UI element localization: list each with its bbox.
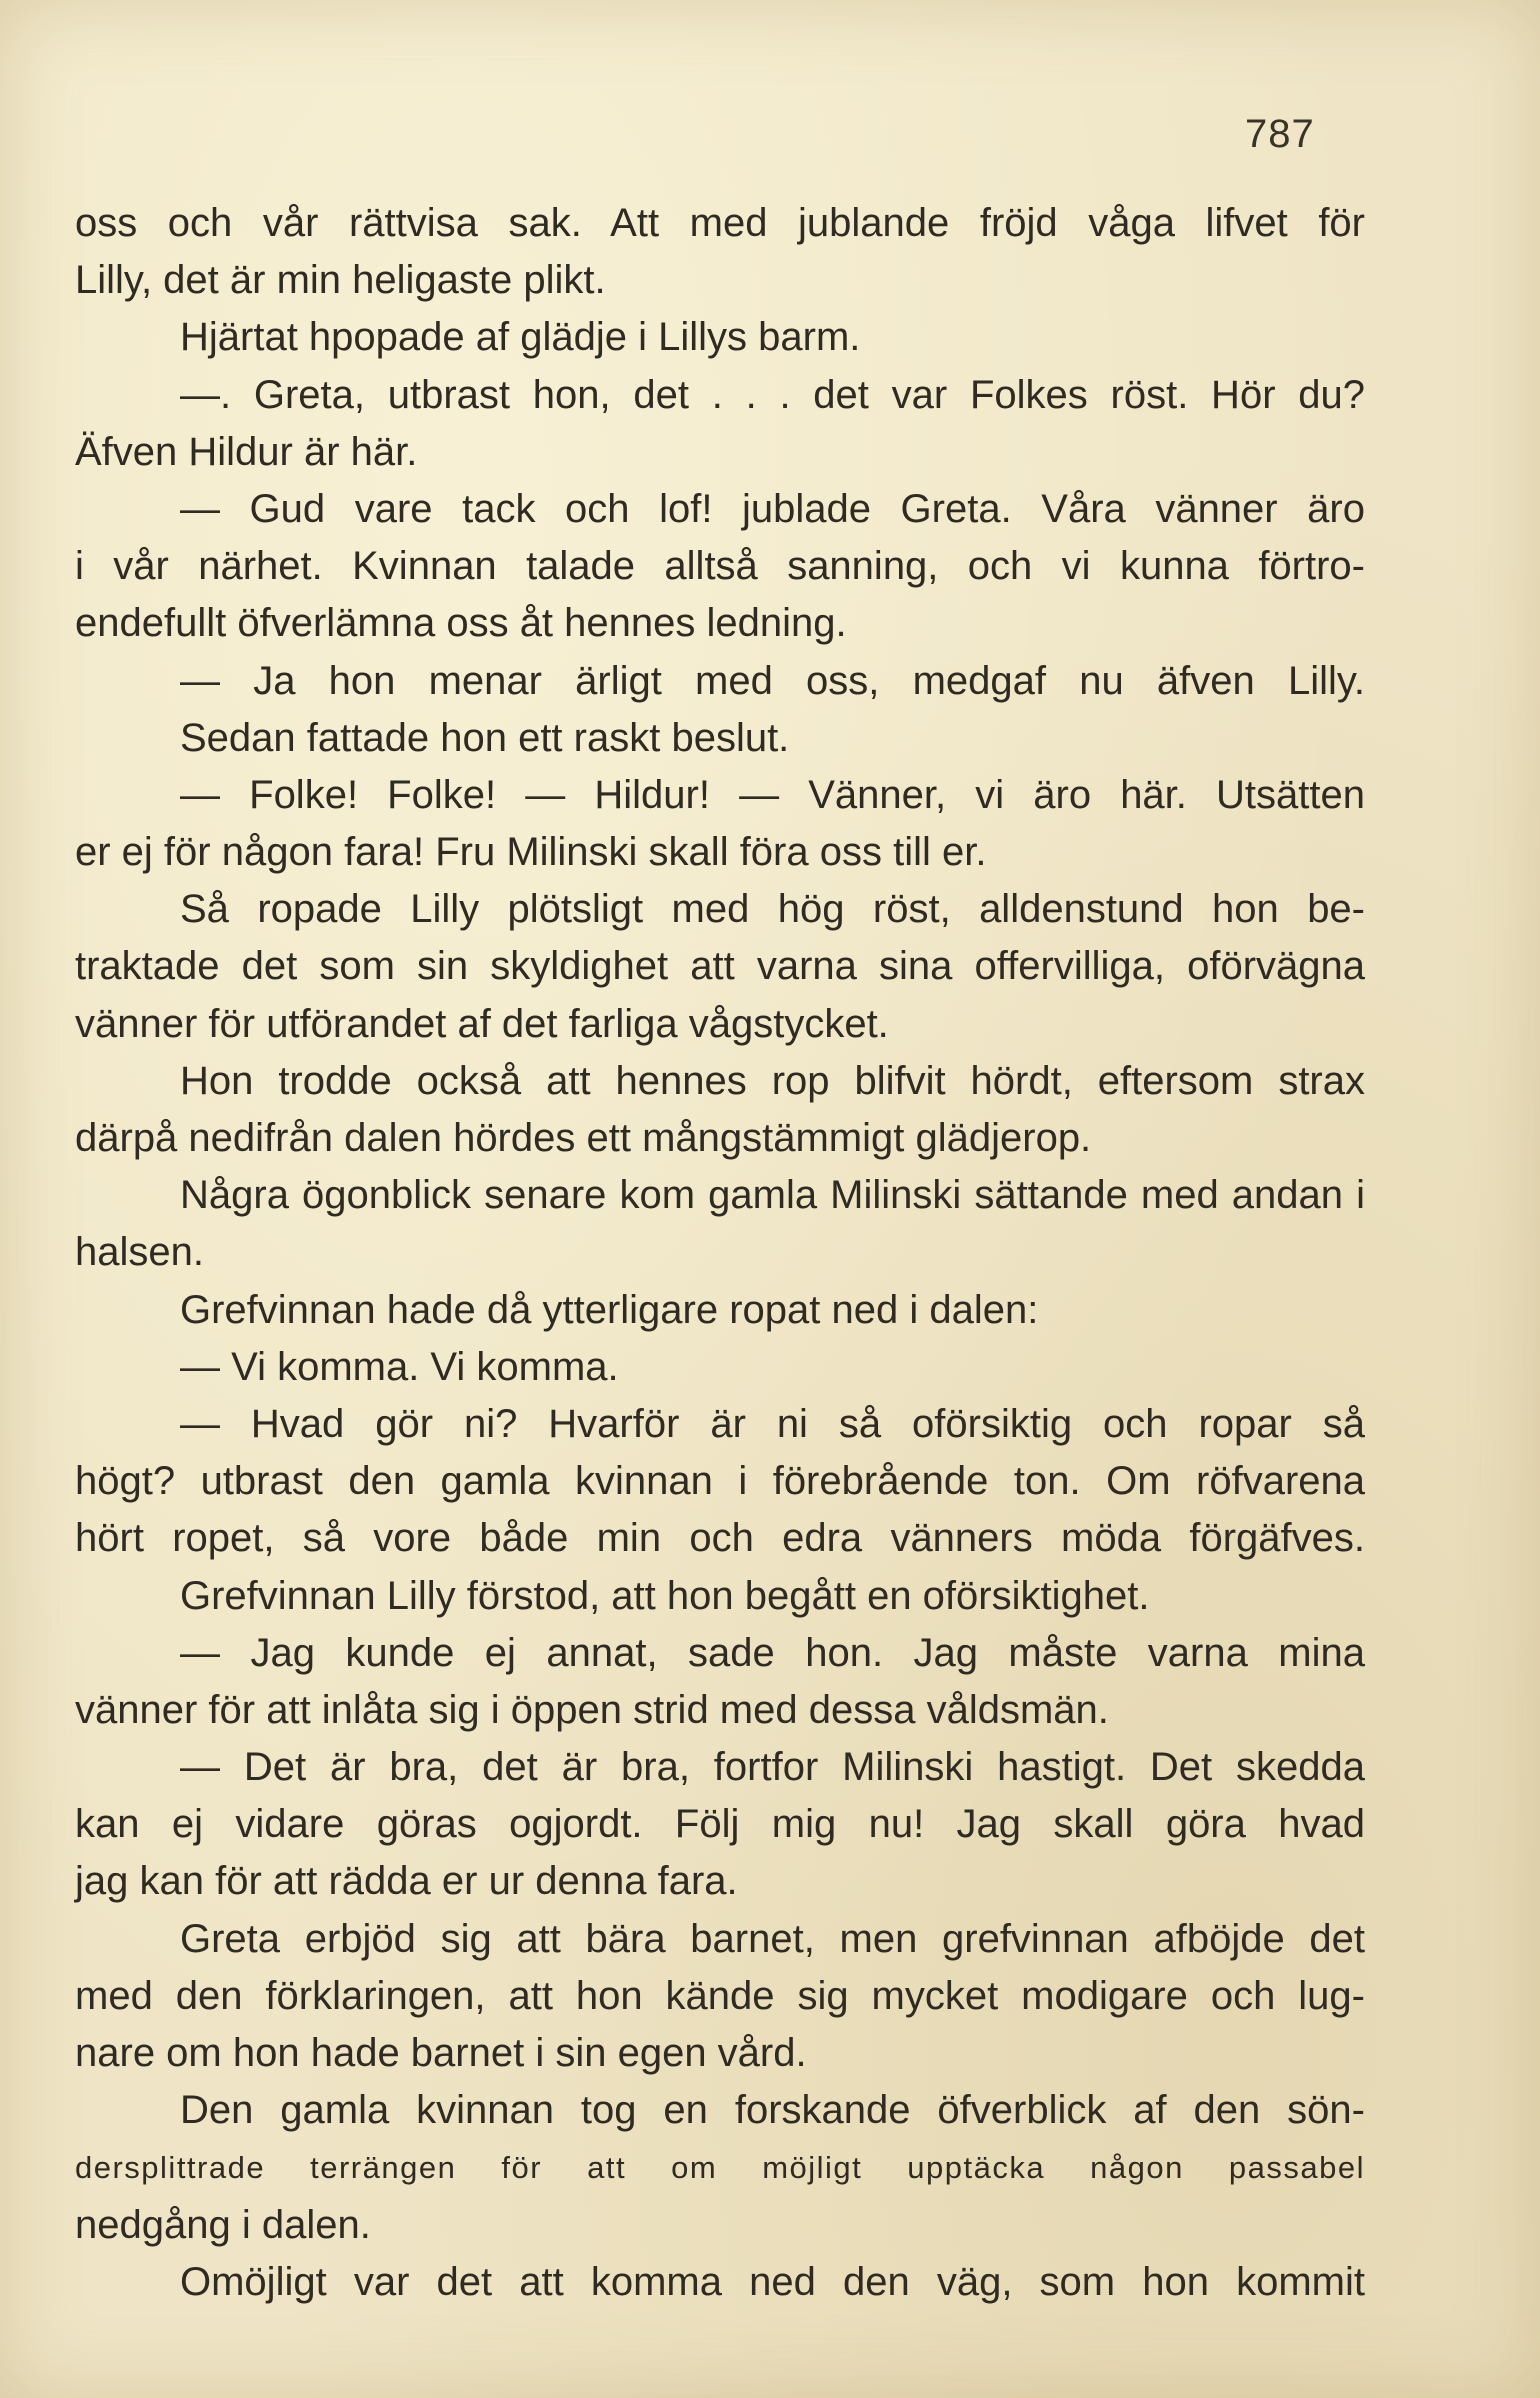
text-line: med den förklaringen, att hon kände sig mycket modigare och lug- <box>75 1973 1365 2018</box>
text-line: kan ej vidare göras ogjordt. Följ mig nu! Jag skall göra hvad <box>75 1802 1365 1847</box>
text-line: — Gud vare tack och lof! jublade Greta. Våra vänner äro <box>180 486 1365 531</box>
text-line: i vår närhet. Kvinnan talade alltså sanning, och vi kunna förtro- <box>75 544 1365 589</box>
text-line: Grefvinnan Lilly förstod, att hon begått en oförsiktighet. <box>180 1573 1150 1618</box>
text-line: högt? utbrast den gamla kvinnan i förebrående ton. Om röfvarena <box>75 1459 1365 1504</box>
text-line: vänner för att inlåta sig i öppen strid med dessa våldsmän. <box>75 1687 1109 1732</box>
text-line: — Jag kunde ej annat, sade hon. Jag måste varna mina <box>180 1630 1365 1675</box>
text-line: — Hvad gör ni? Hvarför är ni så oförsiktig och ropar så <box>180 1401 1365 1446</box>
text-line: Sedan fattade hon ett raskt beslut. <box>180 715 790 760</box>
text-line: traktade det som sin skyldighet att varna sina offervilliga, oförvägna <box>75 944 1365 989</box>
text-line: — Det är bra, det är bra, fortfor Milinski hastigt. Det skedda <box>180 1745 1365 1790</box>
text-line: nedgång i dalen. <box>75 2202 371 2247</box>
text-line: därpå nedifrån dalen hördes ett mångstämmigt glädjerop. <box>75 1116 1092 1160</box>
text-line: Den gamla kvinnan tog en forskande öfverblick af den sön- <box>180 2088 1365 2133</box>
text-line: endefullt öfverlämna oss åt hennes ledning. <box>75 601 847 646</box>
text-line: Hon trodde också att hennes rop blifvit hördt, eftersom strax <box>180 1058 1365 1103</box>
text-line: Greta erbjöd sig att bära barnet, men grefvinnan afböjde det <box>180 1916 1365 1961</box>
text-line: Äfven Hildur är här. <box>75 429 418 474</box>
text-line: Lilly, det är min heligaste plikt. <box>75 258 606 303</box>
text-line: jag kan för att rädda er ur denna fara. <box>75 1859 738 1904</box>
text-line: er ej för någon fara! Fru Milinski skall föra oss till er. <box>75 830 987 875</box>
text-line: Så ropade Lilly plötsligt med hög röst, alldenstund hon be- <box>180 887 1365 932</box>
body-text <box>75 195 1365 2311</box>
text-line: Grefvinnan hade då ytterligare ropat ned i dalen: <box>180 1287 1039 1332</box>
text-line: Omöjligt var det att komma ned den väg, som hon kommit <box>180 2259 1365 2304</box>
text-line: dersplittrade terrängen för att om möjligt upptäcka någon passabel <box>75 2150 1365 2186</box>
text-line: Hjärtat hpopade af glädje i Lillys barm. <box>180 315 861 360</box>
text-line: Några ögonblick senare kom gamla Milinski sättande med andan i <box>180 1173 1365 1218</box>
text-line: oss och vår rättvisa sak. Att med jublande fröjd våga lifvet för <box>75 201 1365 245</box>
text-line: — Folke! Folke! — Hildur! — Vänner, vi äro här. Utsätten <box>180 772 1365 817</box>
page-number: 787 <box>1245 112 1315 156</box>
text-line: —. Greta, utbrast hon, det . . . det var Folkes röst. Hör du? <box>180 372 1365 417</box>
text-line: vänner för utförandet af det farliga vågstycket. <box>75 1001 889 1046</box>
text-line: — Ja hon menar ärligt med oss, medgaf nu äfven Lilly. <box>180 658 1365 703</box>
text-line: hört ropet, så vore både min och edra vänners möda förgäfves. <box>75 1516 1365 1561</box>
text-line: nare om hon hade barnet i sin egen vård. <box>75 2031 807 2075</box>
text-line: halsen. <box>75 1230 204 1275</box>
text-line: — Vi komma. Vi komma. <box>180 1344 619 1389</box>
